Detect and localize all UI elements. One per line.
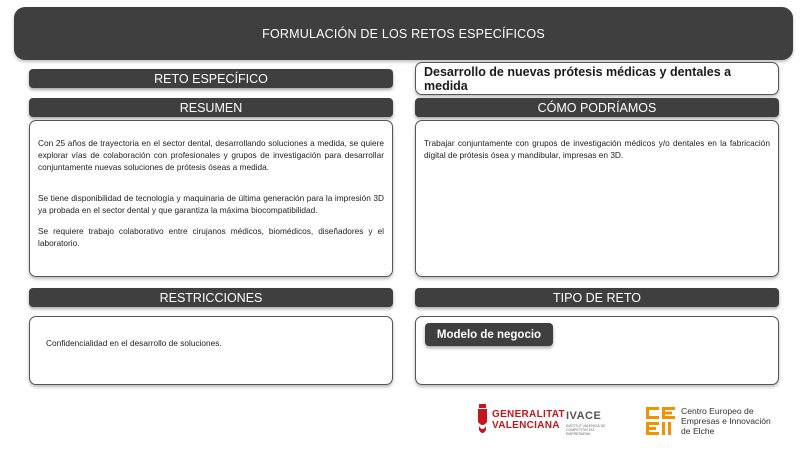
tipo-de-reto-header: TIPO DE RETO <box>415 288 779 307</box>
resumen-box <box>29 120 393 277</box>
reto-especifico-header: RETO ESPECÍFICO <box>29 69 393 88</box>
resumen-paragraph-3: Se requiere trabajo colaborativo entre cirujanos médicos, biomédicos, diseñadores y el laboratorio. <box>38 226 384 249</box>
ceei-elche-logo <box>646 406 786 438</box>
ceei-line-1: Centro Europeo de <box>681 406 754 416</box>
resumen-header: RESUMEN <box>29 98 393 117</box>
resumen-paragraph-2: Se tiene disponibilidad de tecnología y maquinaria de última generación para la impresión 3D ya probada en el sector dental y que garantiza la máxima biocompatibilidad. <box>38 192 384 215</box>
restricciones-text: Confidencialidad en el desarrollo de soluciones. <box>46 338 222 348</box>
gva-line-2: VALENCIANA <box>492 419 560 431</box>
restricciones-header: RESTRICCIONES <box>29 288 393 307</box>
resumen-paragraph-1: Con 25 años de trayectoria en el sector dental, desarrollando soluciones a medida, se quiere explorar vías de colaboración con profesionales y grupos de investigación para desarrollar conjuntamente nuevas soluciones de prótesis óseas a medida. <box>38 138 384 173</box>
ivace-sub-2: COMPETITIVITAT EMPRESARIAL <box>566 428 595 436</box>
ivace-text: IVACE <box>566 410 602 422</box>
gva-line-1: GENERALITAT <box>492 409 565 420</box>
como-podriamos-box <box>415 120 779 277</box>
ivace-logo <box>566 410 606 434</box>
ceei-mark-icon <box>646 407 676 435</box>
generalitat-valenciana-logo <box>476 404 565 436</box>
restricciones-box <box>29 316 393 385</box>
como-podriamos-header: CÓMO PODRÍAMOS <box>415 98 779 117</box>
gva-emblem-icon <box>476 404 489 436</box>
reto-especifico-value: Desarrollo de nuevas prótesis médicas y dentales a medida <box>415 62 779 95</box>
ceei-line-2: Empresas e Innovación <box>681 416 771 426</box>
ivace-sub-1: INSTITUT VALENCIÀ DE <box>566 424 606 428</box>
como-podriamos-text: Trabajar conjuntamente con grupos de investigación médicos y/o dentales en la fabricación digital de prótesis ósea y mandibular, impresas en 3D. <box>424 138 770 161</box>
ceei-line-3: de Elche <box>681 426 715 436</box>
page-title: FORMULACIÓN DE LOS RETOS ESPECÍFICOS <box>14 7 793 60</box>
tipo-de-reto-badge: Modelo de negocio <box>425 323 553 346</box>
